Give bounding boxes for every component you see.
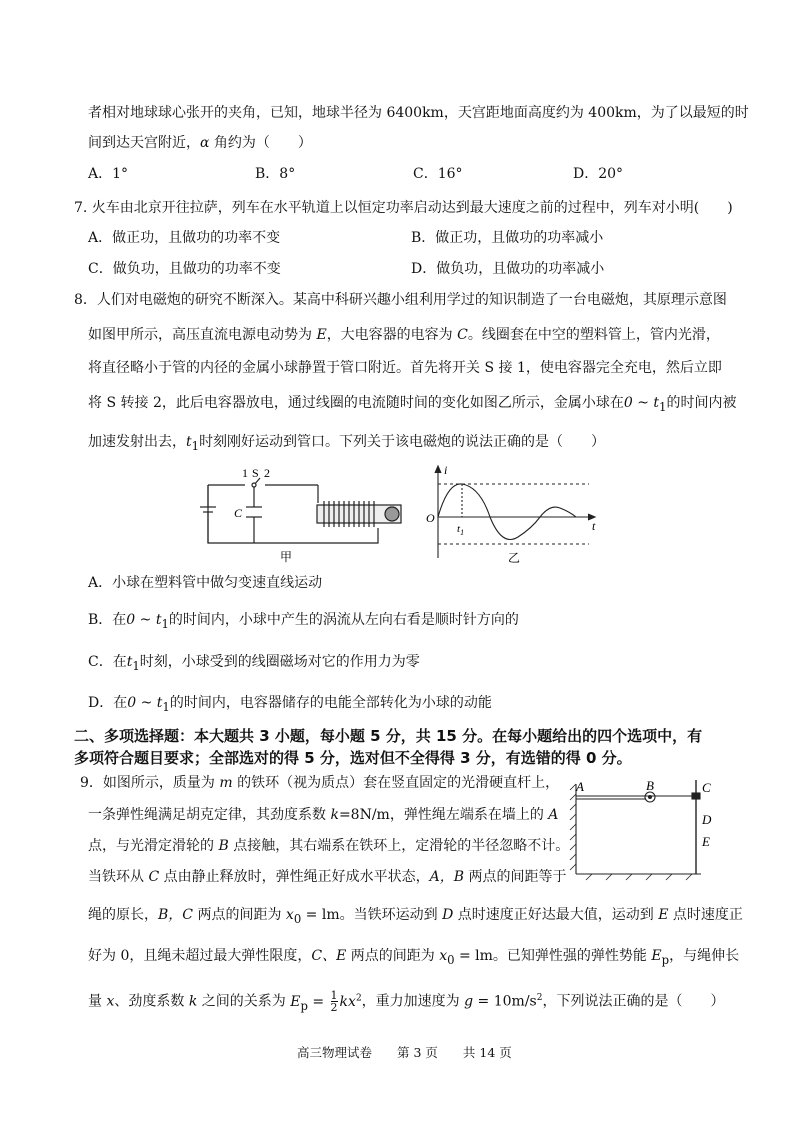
q6-option-b[interactable]: B．8°: [255, 166, 296, 182]
metal-ball: [385, 507, 399, 521]
section2-heading-line2: 多项符合题目要求；全部选对的得 5 分，选对但不全得得 3 分，有选错的得 0 分。: [74, 749, 632, 767]
q9-line2: 一条弹性绳满足胡克定律，其劲度系数 k=8N/m，弹性绳左端系在墙上的 A: [88, 807, 559, 823]
wall-hatching: [570, 784, 576, 870]
elastic-pe-formula: $E_p$ = $\frac{1}{2}$ $kx^2$: [290, 989, 362, 1015]
q8-option-c[interactable]: C．在$t_1$时刻，小球受到的线圈磁场对它的作用力为零: [88, 654, 420, 673]
q6-option-d[interactable]: D．20°: [573, 166, 624, 182]
q9-line3: 点，与光滑定滑轮的 B 点接触，其右端系在铁环上，定滑轮的半径忽略不计。: [88, 838, 570, 854]
q8-line4: 将 S 转接 2，此后电容器放电，通过线圈的电流随时间的变化如图乙所示，金属小球在0 ~ $t_1$的时间内被: [88, 395, 737, 414]
q6-option-c[interactable]: C．16°: [413, 166, 463, 182]
figure-jia-circuit: [190, 465, 415, 565]
q7-option-c[interactable]: C．做负功，且做功的功率不变: [88, 261, 281, 277]
label-d: D: [702, 812, 712, 827]
capacitor-label: C: [234, 506, 243, 520]
q7-option-b[interactable]: B．做正功，且做功的功率减小: [411, 230, 604, 246]
q8-option-d[interactable]: D．在0 ~ $t_1$的时间内，电容器储存的电能全部转化为小球的动能: [88, 695, 492, 714]
q7-stem: 7. 火车由北京开往拉萨，列车在水平轨道上以恒定功率启动达到最大速度之前的过程中，列车对小明( ): [74, 200, 733, 216]
q7-option-a[interactable]: A．做正功，且做功的功率不变: [88, 230, 281, 246]
q7-option-d[interactable]: D．做负功，且做功的功率减小: [411, 261, 605, 277]
switch-label-s: S: [252, 466, 259, 480]
q9-line7: 量 x、劲度系数 k 之间的关系为 $E_p$ = $\frac{1}{2}$ $kx^2$，重力加速度为 $g = 10m/s^2$，下列说法正确的是（ ）: [88, 989, 725, 1015]
q8-line5: 加速发射出去，$t_1$时刻刚好运动到管口。下列关于该电磁炮的说法正确的是（ ）: [88, 434, 606, 453]
q8-option-a[interactable]: A．小球在塑料管中做匀变速直线运动: [88, 575, 323, 591]
q8-line1: 8．人们对电磁炮的研究不断深入。某高中科研兴趣小组利用学过的知识制造了一台电磁炮，其原理示意图: [74, 292, 727, 308]
axis-label-i: i: [444, 463, 448, 477]
iron-ring: [692, 793, 700, 799]
q9-line1: 9．如图所示，质量为 m 的铁环（视为质点）套在竖直固定的光滑硬直杆上，: [80, 775, 560, 791]
origin-label: O: [426, 511, 435, 525]
q8-line3: 将直径略小于管的内径的金属小球静置于管口附近。首先将开关 S 接 1，使电容器完全充电，然后立即: [88, 360, 722, 376]
figure-q9-ring-rod: [566, 774, 726, 884]
figure-jia-label: 甲: [280, 550, 293, 564]
switch-node: [252, 483, 256, 487]
q8-line2: 如图甲所示，高压直流电源电动势为 E，大电容器的电容为 C。线圈套在中空的塑料管上，管内光滑，: [88, 327, 720, 343]
page-footer: 高三物理试卷 第 3 页 共 14 页: [297, 1045, 512, 1060]
q6-line2: 间到达天宫附近，α 角约为（ ）: [88, 135, 312, 151]
switch-label-2: 2: [264, 466, 270, 480]
q8-option-b[interactable]: B．在0 ~ $t_1$的时间内，小球中产生的涡流从左向右看是顺时针方向的: [88, 612, 519, 631]
label-e: E: [702, 834, 710, 849]
q9-line4: 当铁环从 C 点由静止释放时，弹性绳正好成水平状态，A，B 两点的间距等于: [88, 869, 567, 885]
ground-hatching: [586, 874, 692, 880]
t1-label: $t_1$: [457, 523, 465, 537]
axis-label-t: t: [592, 519, 596, 533]
figure-yi-current-graph: [424, 462, 604, 566]
switch-label-1: 1: [242, 466, 248, 480]
q9-line6: 好为 0，且绳未超过最大弹性限度，C、E 两点的间距为 $x_0$ = lm。已知弹性强的弹性势能 $E_p$，与绳伸长: [88, 948, 740, 967]
figure-yi-label: 乙: [508, 551, 521, 565]
q9-line5: 绳的原长，B，C 两点的间距为 $x_0$ = lm。当铁环运动到 D 点时速度正好达最大值，运动到 E 点时速度正: [88, 907, 743, 926]
q6-option-a[interactable]: A．1°: [88, 166, 129, 182]
label-c: C: [702, 780, 711, 795]
q6-line1: 者相对地球球心张开的夹角，已知，地球半径为 6400km，天宫距地面高度约为 400km，为了以最短的时: [88, 105, 749, 121]
label-b: B: [646, 778, 654, 793]
section2-heading-line1: 二、多项选择题：本大题共 3 小题，每小题 5 分，共 15 分。在每小题给出的四个选项中，有: [74, 727, 703, 745]
label-a: A: [576, 779, 584, 794]
